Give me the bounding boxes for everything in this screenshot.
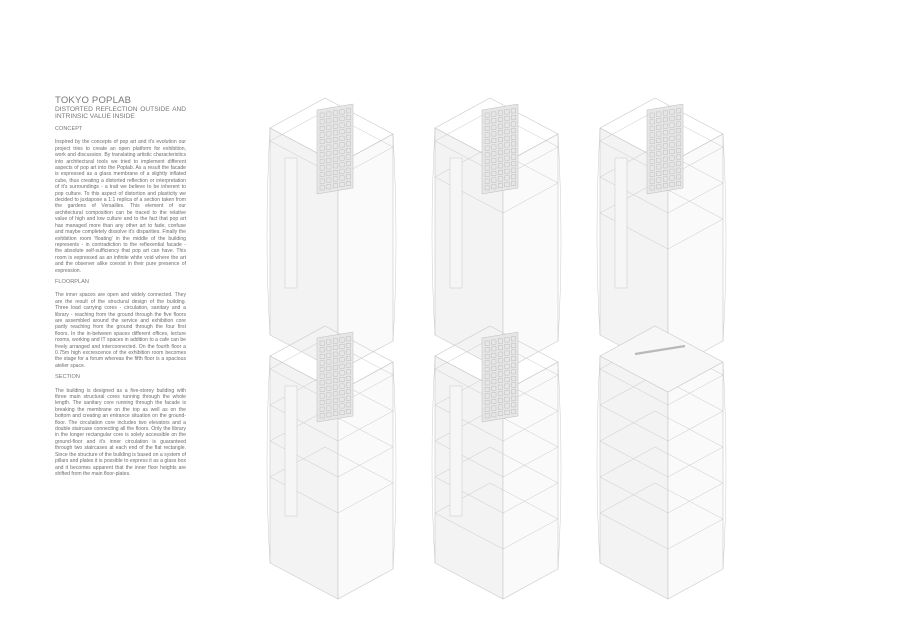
project-subtitle-line-2: INTRINSIC VALUE INSIDE [55,113,135,120]
axonometric-first-floor [432,98,561,371]
project-subtitle-line-1: DISTORTED REFLECTION OUTSIDE AND [55,106,186,113]
floorplan-heading: FLOORPLAN [55,278,89,285]
floorplan-text: The inner spaces are open and widely connected. They are the result of the structural design of the building. Three load carrying cores - circulation, sanitary and a library - reaching from the ground through the five floors are assembled around the service and exhibition core partly reaching from the ground through the four first floors. In the in-between spaces different offices, lecture rooms, working and IT spaces in addition to a cafe can be freely arranged and interconnected. On the fourth floor a 0.75m high excrescence of the exhibition room becomes the stage for a forum whereas the fifth floor is a spacious atelier space. [55,292,186,369]
project-title: TOKYO POPLAB [55,95,132,106]
axonometric-ground-floor [267,98,396,371]
section-text: The building is designed as a five-storey building with three main structural cores running through the whole length. The sanitary core running through the facade is breaking the membrane on the top as well as on the bottom and creating an entrance situation on the ground-floor. The circulation core includes two elevators and a double staircase connecting all the floors. Only the library in the longer rectangular core is solely accessible on the ground-floor and it's inner circulation is guaranteed through two staircases at each end of the flat rectangle. Since the structure of the building is based on a system of pillars and plates it is possible to express it as a glass box and it becomes apparent that the inner floor heights are shifted from the main floor-plates. [55,387,186,477]
axonometric-third-floor [267,326,396,599]
concept-text: Inspired by the concepts of pop art and it's evolution our project tries to create an open platform for exhibition, work and discussion. By translating artistic characteristics into architectural tools we tried to implement different aspects of pop art into the Poplab. As a result the facade is expressed as a glass membrane of a slightly inflated cube, thus creating a distorted reflection or interpretation of it's surroundings - a trait we believe to be inherent to pop culture. To this aspect of distortion and plasticity we decided to juxtapose a 1:1 replica of a section taken from the gardens of Versailles. This element of our architectural composition can be traced to the relative value of high and low culture and to the fact that pop art has managed more than any other art to fade, confuse and maybe completely dissolve it's disparities. Finally the exhibition room 'floating' in the middle of the building represents - in contradiction to the reflexential facade - the absolute self-sufficiency that pop art can have. This room is expressed as an infinite white void where the art and the observer alike coexist in their pure presence of expression. [55,139,186,274]
axonometric-fourth-floor [432,326,561,599]
axonometric-full-building [597,326,726,599]
concept-heading: CONCEPT [55,126,83,132]
section-heading: SECTION [55,374,80,381]
